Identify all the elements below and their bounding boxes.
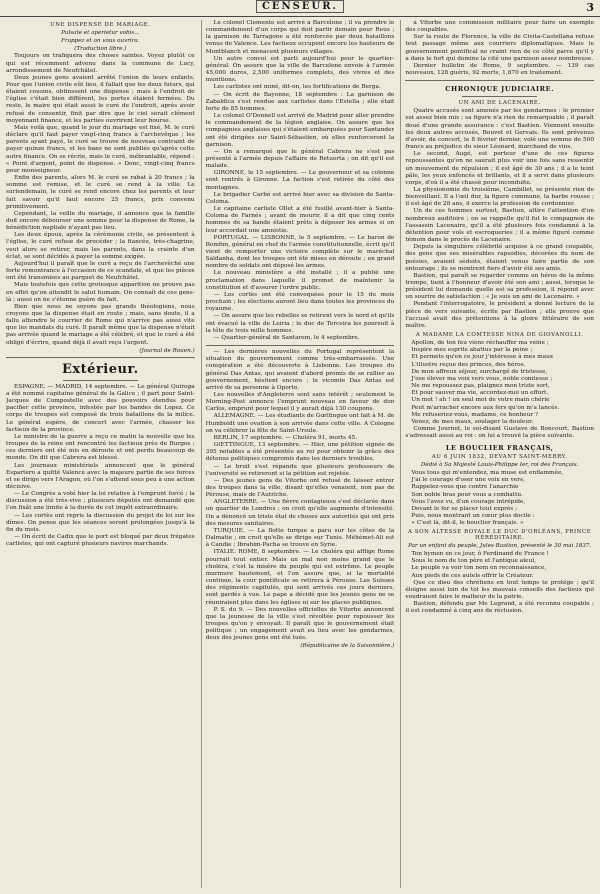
paragraph: Les journaux ministériels annoncent que le général Espartero a quitté Valence avec la majeure partie de ses forces et se dirige vers l'Aragon, où l'on s'attend sous peu à une action décisive. bbox=[6, 462, 195, 490]
poem-line: Me refuseriez-vous, madame, ce bonheur ? bbox=[411, 411, 539, 418]
poem-line: L'illustre reçue des princes, des héros. bbox=[411, 361, 526, 368]
paragraph: La physionomie du troisième, Cambillet, se présente rien de bienveillant. Il a l'œil dur, la figure commune, la barbe rousse ; il est âgé de 28 ans, il exerce la profession de cordonnier. bbox=[405, 186, 595, 208]
poem-line: Puis, nous montrant un cœur plus docile : bbox=[411, 513, 535, 520]
paragraph: Cependant, la veille du mariage, il annonce que la famille doit encore débourser une somme pour la dispense de Rome, la bénédiction nuptiale n'ayant pas lieu. bbox=[6, 210, 195, 232]
paragraph: Depuis la singulière célébrité acquise à ce grand coupable, des gens que ses misérables rapsodies, décorées du nom de poésies, avaient séduits, étaient venus faire partie de son entourage ; ils se montrent fiers d'avoir été ses amis. bbox=[405, 244, 595, 272]
paragraph: Bastion, qui paraît se regarder comme un héros de la même trempe, tient à l'honneur d'avoir été son ami ; aussi, lorsque le président lui demande quelle est sa profession, il répond avec un sourire de satisfaction : « Je suis un ami de Lacenaire. » bbox=[405, 272, 595, 301]
paragraph: Aujourd'hui il paraît que le curé a reçu de l'archevêché une forte remontrance à l'occasion de ce scandale, et que les pièces ont été transmises au parquet de Neufchâtel. bbox=[6, 260, 195, 282]
paragraph: GŒTTINGUE, 13 septembre. — Hier, une pétition signée de 395 notables a été présentée au roi pour obtenir la grâce des détenus politiques compromis dans les derniers troubles. bbox=[205, 442, 395, 463]
poem-line: Ton hymen en ce jour, ô Ferdinand de France ! bbox=[411, 551, 549, 558]
poem-line: Vous l'avez vu, d'un courage intrépide, bbox=[411, 498, 526, 505]
paragraph: Comme Journet, le soi-disant Gustave de Boncourt, Bastion s'adressait aussi au roi : on lui a trouvé la pièce suivante. bbox=[405, 425, 595, 440]
columns bbox=[6, 20, 594, 888]
paragraph: Bien que nous ne soyons pas grands théologiens, nous croyons que la dispense était en route ; mais, sans doute, il a fallu attendre le courrier de Rome qui n'arrive pas aussi vite que les mandats du curé. Il paraît même que la dispense n'était pas arrivée quand le mariage a été célébré, et que le curé a été obligé d'écrire, quand déjà il avait reçu l'argent. bbox=[6, 303, 195, 346]
poem-line: Devant le fer se placer tout exprès ; bbox=[411, 505, 518, 512]
column-1 bbox=[6, 20, 195, 888]
poem-line: Peut m'arracher encore aux fers qu'on m'a lancés. bbox=[411, 404, 560, 411]
paragraph: BERLIN, 17 septembre. — Choléra 91, morts 45. bbox=[213, 434, 358, 441]
paragraph: — Les cortès ont repris la discussion du projet de loi sur les dîmes. On pense que les séances seront prolongées jusqu'à la fin du mois. bbox=[6, 512, 195, 533]
paragraph: Les deux époux, après la cérémonie civile, se présentent à l'église, le curé refuse de procéder ; la fiancée, très-chagrine, veut alors se retirer, mais les parents, dans la crainte d'un éclat, se sont décidés à payer la somme exigée. bbox=[6, 232, 195, 260]
section-title: Extérieur. bbox=[62, 361, 139, 377]
epigraph-line: (Traduction libre.) bbox=[74, 45, 127, 52]
paragraph: à Vitorbe une commission militaire pour faire un exemple des coupables. bbox=[405, 20, 595, 34]
column-3 bbox=[400, 20, 594, 888]
column-2 bbox=[201, 20, 395, 888]
paragraph: Mais voilà que, quand le jour du mariage est fixé, M. le curé déclare qu'il faut payer vingt-cinq francs à l'archevêque ; les parents ayant payé, le curé se trouve de nouveau contraint de payer quinze francs, et les bans ne sont publiés qu'après cette autre finance. On se récrie, mais le curé, inébranlable, répond : « Point d'argent, point de dispense. » Donc, vingt-cinq francs pour monseigneur. bbox=[6, 124, 195, 174]
poem-line: Aux pieds de ces autels offrir le Créateur. bbox=[411, 572, 534, 579]
paragraph: GIRONNE, le 15 septembre. — Le gouverneur et sa colonne sont rentrés à Gironne. La faction s'est retirée du côté des montagnes. bbox=[205, 170, 395, 191]
poem-line: Et pour sauver ma vie, accordez-moi un effort. bbox=[411, 390, 549, 397]
paragraph: Le colonel O'Donnell est arrivé de Madrid pour aller prendre le commandement de la légion anglaise. On assure que les compagnies anglaises qui s'étaient embarquées pour Santander ont été dirigées sur Saint-Sébastien, où elles renforceront la garnison. bbox=[205, 113, 395, 148]
page-header bbox=[0, 0, 600, 17]
paragraph: — Les cortès ont été convoquées pour le 15 du mois prochain ; les élections auront lieu dans toutes les provinces du royaume. bbox=[205, 291, 395, 313]
paragraph: Le second, Augé, est porteur d'une de ces figures repoussantes qu'on ne saurait plus voir une fois sans ressentir un mouvement de répulsion ; il est âgé de 30 ans ; il a le teint pâle, les yeux enfoncés et brillants, et il a servi dans plusieurs corps, d'où il a été chassé pour inconduite. bbox=[405, 151, 595, 186]
poem-subtitle: A SON ALTESSE ROYALE LE DUC D'ORLÉANS, PRINCE HÉRÉDITAIRE. bbox=[408, 529, 592, 542]
paragraph: Mais toutefois que cette grotesque apparition ne prouve pas en effet qu'on attendit le salut humain. On connaît de ces gens-là ; aussi on ne s'étonne guère du fait. bbox=[6, 282, 195, 303]
paragraph: Deux jeunes gens avaient arrêté l'union de leurs enfants. Pour que l'union civile eût lieu, il fallait que les deux futurs, qui étaient cousins, obtinssent une dispense ; mais à l'endroit de l'église c'était bien différent, les portes étaient fermées. Du reste, le maire qui était aussi le curé de l'endroit, après avoir refusé de consentir, finit par dire que le ciel serait clément moyennant finance, et les parties ouvrirent leur bourse. bbox=[6, 74, 195, 124]
article-heading: UNE DISPENSE DE MARIAGE. bbox=[50, 22, 151, 28]
paragraph: — On assure que les rebelles se retirent vers le nord et qu'ils ont évacué la ville de Leiria ; le duc de Terceira les poursuit à la tête de trois mille hommes. bbox=[205, 313, 395, 334]
paragraph: Le capitaine carliste Ollet a été fusillé avant-hier à Santa-Coloma de Farnés ; avant de mourir, il a dit que cinq cents hommes de sa bande étaient prêts à déposer les armes si on leur accordait une amnistie. bbox=[205, 206, 395, 234]
paragraph: ALLEMAGNE. — Les étudiants de Gœttingue ont fait à M. de Humboldt une ovation à son arrivée dans cette ville. A Cologne on va célébrer la fête de Saint-Ursule. bbox=[205, 413, 395, 434]
paragraph: Enfin des parents, alors M. le curé se rabat à 20 francs ; la somme est remise, et le curé se rend à la ville. Le surlendemain, le curé se rend encore chez les parents et leur fait savoir qu'il faut encore 25 francs, prix convenu primitivement. bbox=[6, 175, 195, 210]
poem-line: Venez, de mes maux, soulager la douleur. bbox=[411, 418, 534, 425]
paragraph: Toujours on trafiquera des choses saintes. Voyez plutôt ce qui est récemment advenu dans la commune de Lucy, arrondissement de Neufchâtel. bbox=[6, 53, 195, 74]
paragraph: Que ce dieu des chrétiens en tout temps te protége ; qu'il éloigne aussi loin de toi les mauvais conseils des factieux qui voudraient faire le malheur de la patrie. bbox=[405, 579, 595, 601]
poem-line: « C'est là, dit-il, le bouclier français. » bbox=[411, 520, 524, 527]
paragraph: Le nouveau ministère a été installé ; il a publié une proclamation dans laquelle il promet de maintenir la constitution et d'assurer l'ordre public. bbox=[205, 270, 395, 291]
divider bbox=[462, 96, 537, 97]
article-heading: UN AMI DE LACENAIRE. bbox=[458, 100, 541, 107]
paragraph: — On écrit de Cadix que le port est bloqué par deux frégates carlistes, qui ont capturé plusieurs navires marchands. bbox=[6, 534, 195, 548]
poem-line: Le peuple va voir ton nom en reconnaissance, bbox=[411, 565, 547, 572]
paragraph: Le colonel Clemente est arrivé à Barcelone ; il va prendre le commandement d'un corps qui doit partir demain pour Reus ; la garnison de Tarragone a été renforcée par deux bataillons venus de Valence. Les factieux occupent encore les hauteurs de Montblanch et menacent plusieurs villages. bbox=[205, 20, 395, 55]
paragraph: Les nouvelles d'Angleterre sont sans intérêt ; seulement le Morning-Post annonce l'emprunt nouveau en faveur de don Carlos, emprunt pour lequel il y aurait déjà 130 coupons. bbox=[205, 391, 395, 413]
poem-title: LE BOUCLIER FRANÇAIS, bbox=[445, 444, 554, 453]
poem-dedication: Par un enfant du peuple, Jules Bastion, présenté le 30 mai 1837. bbox=[408, 543, 592, 550]
paragraph: Le brigadier Carbó est arrivé hier avec sa division de Santa-Coloma. bbox=[205, 191, 395, 205]
epigraph-line: Frappez et on vous ouvrira. bbox=[61, 37, 140, 44]
page-number: 3 bbox=[586, 1, 594, 14]
divider bbox=[405, 80, 594, 81]
paragraph: Les carlistes ont miné, dit-on, les fortifications de Berga. bbox=[213, 84, 381, 91]
poem-line: Inspire mes esprits abattus par la peine ; bbox=[411, 347, 533, 354]
poem bbox=[405, 470, 594, 527]
poem-line: Un mot ! ah ! un seul mot de votre main chérie bbox=[411, 397, 550, 404]
poem-dedication: Dédié à Sa Majesté Louis-Philippe Ier, roi des Français. bbox=[420, 462, 579, 469]
poem-line: Apollon, de ton feu viens réchauffer ma veine ; bbox=[411, 340, 549, 347]
poem bbox=[405, 340, 594, 426]
poem-line: De mon affreux séjour, surchargé de tristesse, bbox=[411, 368, 548, 375]
paragraph: PORTUGAL. — LISBONNE, le 5 septembre. — Le baron de Bomfim, général en chef de l'armée constitutionnelle, écrit qu'il vient de remporter une victoire complète sur le maréchal Saldanha, dont les troupes ont été mises en déroute ; un grand nombre de soldats ont déposé les armes. bbox=[205, 234, 395, 270]
paragraph: ITALIE. ROME, 8 septembre. — Le choléra qui afflige Rome pourrait tout entier. Mais un mal non moins grand que le choléra, c'est la misère du peuple qui est extrême. Le peuple murmure hautement, et l'on assure que, si la mortalité continue, la cour pontificale se retirera à Pérouse. Les Suisses des régiments capitulés, qui sont arrivés ces jours derniers, sont gardés à vue. Le pape a décidé que les jeunes gens ne se réuniraient plus dans les églises ni sur les places publiques. bbox=[205, 549, 395, 606]
paragraph: P. S. du 9. — Des nouvelles officielles de Vitorbe annoncent que la jeunesse de la ville s'est révoltée pour repousser les troupes qu'on y envoyait. Il paraît que le gouvernement était politique ; un engagement avait eu lieu avec les gendarmes, deux des jeunes gens ont été tués. bbox=[205, 606, 395, 642]
paragraph: TURQUIE. — La flotte turque a paru sur les côtes de la Dalmatie ; on croit qu'elle se dirige sur Tunis. Méhémet-Ali est à Candie ; Ibrahim-Pacha se trouve en Syrie. bbox=[205, 527, 395, 549]
paragraph: — Les dernières nouvelles du Portugal représentent la situation du gouvernement comme très-embarrassée. Une conspiration a été découverte à Lisbonne. Les troupes du général Das Antas, qui avaient d'abord promis de se rallier au gouvernement, hésitent encore ; le vicomte Das Antas est arrivé de sa personne à Oporto. bbox=[205, 349, 395, 391]
paragraph: — Quartier-général de Santarem, le 4 septembre. bbox=[213, 334, 360, 341]
paragraph: Bastion, défendu par Me Legrand, a été reconnu coupable ; il est condamné à cinq ans de réclusion. bbox=[405, 601, 595, 615]
source-signature: (Journal de Rouen.) bbox=[139, 347, 195, 354]
paragraph: — Le Congrès a voté hier la loi relative à l'emprunt forcé ; la discussion a été très-vive ; plusieurs députés ont demandé que l'on fixât une limite à la durée de cet impôt extraordinaire. bbox=[6, 491, 195, 512]
poem-line: J'ai le courage d'oser une voix en vers, bbox=[411, 477, 525, 484]
section-heading: CHRONIQUE JUDICIAIRE. bbox=[445, 85, 555, 94]
paragraph: Pendant l'interrogatoire, le président a donné lecture de la pièce de vers suivante, écrite par Bastion ; elle prouve que l'accusé avait des prétentions à la gloire littéraire de son maître. bbox=[405, 301, 595, 329]
divider bbox=[206, 345, 395, 346]
paragraph: — On écrit de Bayonne, 18 septembre : La garnison de Zabaldica s'est rendue aux carlistes dans l'Estella ; elle était forte de 85 hommes. bbox=[205, 91, 395, 112]
paragraph: ANGLETERRE. — Une fièvre contagieuse s'est déclarée dans un quartier de Londres ; on croit qu'elle augmente d'intensité. On a dénoncé un triste état de choses aux autorités qui ont pris des mesures sanitaires. bbox=[205, 499, 395, 527]
paragraph: Le ministre de la guerre a reçu ce matin la nouvelle que les troupes de la reine ont rencontré les factieux près de Burgos ; ces derniers ont été mis en déroute et ont perdu beaucoup de monde. On dit que Cabrera est blessé. bbox=[6, 433, 195, 462]
paragraph: Un autre convoi est parti aujourd'hui pour le quartier-général. On assure que la ville de Barcelone envoie à l'armée 45,000 duros, 2,500 uniformes complets, des vivres et des munitions. bbox=[205, 55, 395, 84]
paragraph: Quatre accusés sont amenés par les gendarmes : le premier est assez bien mis ; sa figure n'a rien de remarquable ; il paraît doué d'une grande assurance : c'est Bastien. Viennent ensuite les deux autres accusés, Bouvet et Gervais. Ils sont prévenus d'avoir, de concert, le 8 février dernier, volé une somme de 500 francs au préjudice du sieur Léonard, marchand de vins. bbox=[405, 108, 595, 151]
paragraph: — Le bruit s'est répandu que plusieurs professeurs de l'université se retireront si la pétition est rejetée. bbox=[205, 463, 395, 477]
poem-line: J'ose élever ma voix vers vous, noble comtesse ; bbox=[411, 375, 553, 382]
poem-line: Sous le nom de ton père et l'antique aïeul, bbox=[411, 558, 536, 565]
divider bbox=[63, 380, 138, 381]
paragraph: — On a remarqué que le général Cabrera ne s'est pas présenté à l'armée depuis l'affaire de Retuerta ; on dit qu'il est malade. bbox=[205, 148, 395, 170]
poem bbox=[405, 551, 594, 580]
paragraph: ESPAGNE. — MADRID, 14 septembre. — Le général Quiroga a été nommé capitaine général de la Galice ; il part pour Saint-Jacques de Compostelle avec des pouvoirs étendus pour pacifier cette province, infestée par les bandes de Lopez. Ce corps de troupes est composé de trois bataillons de la milice. Le général espère, de concert avec l'armée, chasser les factieux de la province. bbox=[6, 383, 195, 433]
masthead: CENSEUR. bbox=[256, 0, 344, 13]
paragraph: Un de ces hommes surtout, Bastion, attire l'attention d'un nombreux auditoire ; on se rappelle qu'il fut le compagnon de l'assassin Lacenaire, qu'il a été plusieurs fois condamné à la détention pour vols et escroqueries ; il a même figuré comme témoin dans le procès de Lacenaire. bbox=[405, 208, 595, 244]
paragraph: Dernier bulletin de Rome, 9 septembre. — 139 cas nouveaux, 128 guéris, 92 morts, 1,870 en traitement. bbox=[405, 62, 595, 77]
poem-title: A MADAME LA COMTESSE NINA DE GIOVANOLLI. bbox=[415, 332, 584, 339]
epigraph-line: Pulsate et aperietur vobis... bbox=[61, 30, 140, 36]
source-signature: (Républicaine de la Saisonnière.) bbox=[300, 643, 395, 650]
poem-line: Et permets qu'en ce jour j'intéresse à mes maux bbox=[411, 354, 554, 361]
poem-subtitle: AU 6 JUIN 1832, DEVANT SAINT-MERRY. bbox=[431, 454, 568, 461]
paragraph: Sur la route de Florence, la ville de Civita-Castellana refuse tout passage même aux courriers diplomatiques. Mais le gouvernement pontifical ne craint rien de ce côté parce qu'il y a dans le fort qui domine la cité une garnison assez nombreuse. bbox=[405, 34, 595, 62]
poem-line: Vous tous qui m'entendez, ma muse est enflammée, bbox=[411, 470, 564, 477]
paragraph: — Des jeunes gens de Vitorbe ont refusé de laisser entrer des troupes dans la ville, disant qu'elles venaient, non pas de Pérouse, mais de l'Autriche. bbox=[205, 477, 395, 499]
poem-line: Ne me repoussez pas, plaignez mon triste sort, bbox=[411, 383, 550, 390]
divider bbox=[6, 357, 195, 358]
poem-line: Son noble bras pour vous a combattu. bbox=[411, 491, 523, 498]
poem-line: Rappelez-vous que contre l'anarchie bbox=[411, 484, 519, 491]
